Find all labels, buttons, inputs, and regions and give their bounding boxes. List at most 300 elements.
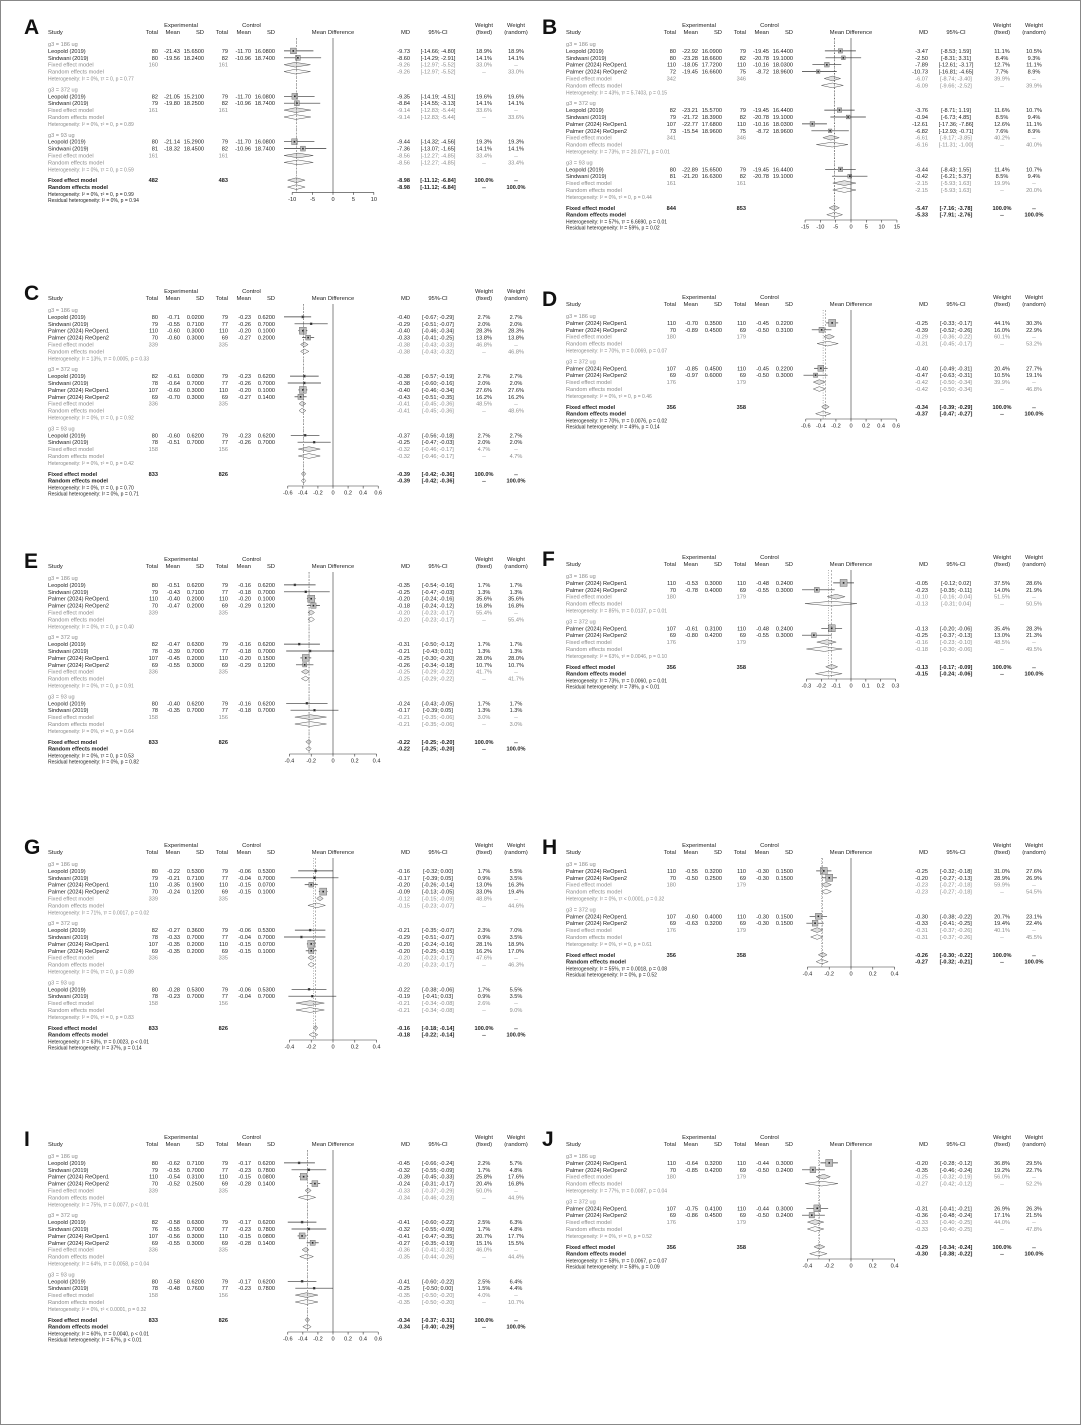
md-value: -9.14 bbox=[397, 115, 410, 121]
ctrl-sd: 0.1400 bbox=[257, 1240, 275, 1247]
exp-total: 70 bbox=[151, 889, 158, 896]
md-value: -0.23 bbox=[915, 889, 928, 896]
md-value: -0.10 bbox=[915, 594, 928, 601]
weight-random: -- bbox=[514, 62, 518, 69]
md-value: -3.47 bbox=[915, 48, 928, 55]
ctrl-mean: -0.30 bbox=[756, 914, 769, 921]
study-name: Palmer (2024) ReOpen2 bbox=[566, 327, 627, 334]
header-control: Control bbox=[242, 1135, 261, 1141]
weight-random: 11.1% bbox=[1026, 121, 1042, 128]
ctrl-total: 358 bbox=[736, 1244, 746, 1251]
weight-random: 100.0% bbox=[506, 1324, 526, 1331]
random-diamond bbox=[301, 349, 309, 354]
exp-sd: 0.7000 bbox=[186, 994, 204, 1001]
weight-random: 26.9% bbox=[1026, 875, 1042, 882]
panel-letter: B bbox=[542, 18, 558, 39]
study-name: Sindwani (2019) bbox=[48, 146, 89, 153]
subgroup-label: g3 = 93 ug bbox=[48, 694, 75, 701]
ctrl-total: 358 bbox=[736, 664, 746, 671]
header-experimental: Experimental bbox=[682, 555, 716, 561]
ctrl-sd: 16.4400 bbox=[772, 48, 793, 55]
md-value: -0.37 bbox=[397, 433, 410, 440]
overall-heterogeneity: Heterogeneity: I² = 58%, τ² = 0.0067, p = 0.07 bbox=[566, 1258, 668, 1265]
header-study: Study bbox=[566, 850, 581, 856]
weight-fixed: 40.1% bbox=[994, 928, 1010, 935]
x-tick-label: 0.4 bbox=[372, 1044, 381, 1051]
header-study: Study bbox=[566, 1142, 581, 1148]
ctrl-mean: -0.17 bbox=[238, 1279, 251, 1286]
ctrl-sd: 0.6200 bbox=[257, 1220, 275, 1227]
weight-fixed: 35.6% bbox=[476, 596, 492, 603]
x-tick-label: 0.6 bbox=[374, 1336, 383, 1343]
header-random: (random) bbox=[1022, 302, 1046, 308]
exp-mean: -0.35 bbox=[167, 941, 180, 948]
weight-fixed: 1.7% bbox=[477, 868, 491, 875]
ci-value: [-0.33; -0.17] bbox=[940, 320, 972, 327]
weight-fixed: 46.8% bbox=[476, 342, 492, 349]
ci-value: [-0.29; -0.22] bbox=[422, 669, 454, 676]
random-diamond bbox=[298, 1195, 315, 1200]
weight-random: 100.0% bbox=[506, 746, 526, 753]
ctrl-total: 77 bbox=[221, 994, 228, 1001]
md-value: -7.36 bbox=[397, 146, 410, 153]
exp-sd: 18.4500 bbox=[183, 146, 204, 153]
header-fixed: (fixed) bbox=[475, 564, 493, 570]
subgroup-heterogeneity: Heterogeneity: I² = 0%, τ² = 0, p = 0.89 bbox=[48, 969, 134, 976]
ctrl-mean: -0.04 bbox=[238, 935, 251, 941]
ctrl-mean: -0.23 bbox=[238, 314, 251, 321]
x-tick-label: -5 bbox=[310, 196, 316, 203]
header-sd: SD bbox=[266, 30, 275, 36]
ci-value: [-0.18; -0.14] bbox=[421, 1025, 455, 1032]
weight-random: 100.0% bbox=[1024, 671, 1044, 678]
point-estimate bbox=[831, 322, 833, 324]
header-mean-difference: Mean Difference bbox=[311, 564, 355, 570]
weight-fixed: 2.5% bbox=[477, 1279, 491, 1286]
ci-value: [-11.12; -6.84] bbox=[420, 178, 456, 185]
point-estimate bbox=[309, 650, 311, 652]
overall-heterogeneity: Residual heterogeneity: I² = 58%, p = 0.09 bbox=[566, 1264, 660, 1271]
weight-random: 9.0% bbox=[509, 1008, 523, 1014]
ci-value: [-6.73; 4.85] bbox=[941, 115, 971, 121]
x-tick-label: -0.4 bbox=[816, 423, 826, 430]
weight-fixed: 4.0% bbox=[477, 1293, 491, 1300]
header-weight-fixed: Weight bbox=[475, 557, 493, 563]
weight-fixed: -- bbox=[1000, 1181, 1004, 1188]
weight-random: -- bbox=[1032, 640, 1036, 647]
point-estimate bbox=[828, 877, 830, 879]
header-control: Control bbox=[760, 1135, 779, 1141]
md-value: -0.09 bbox=[397, 889, 410, 896]
weight-random: 19.6% bbox=[508, 94, 524, 101]
exp-total: 80 bbox=[151, 433, 158, 440]
weight-random: -- bbox=[1032, 594, 1036, 601]
ctrl-total: 69 bbox=[739, 875, 746, 882]
point-estimate bbox=[820, 368, 822, 370]
md-value: -0.35 bbox=[397, 1300, 410, 1306]
ctrl-total: 179 bbox=[736, 928, 746, 935]
weight-fixed: -- bbox=[482, 454, 486, 460]
md-value: -3.76 bbox=[915, 108, 928, 115]
ctrl-sd: 0.0700 bbox=[257, 882, 275, 889]
weight-random: 47.8% bbox=[1026, 1227, 1042, 1233]
header-sd: SD bbox=[266, 1142, 275, 1148]
weight-random: 1.3% bbox=[509, 589, 523, 596]
ctrl-mean: -0.44 bbox=[756, 1160, 769, 1167]
exp-total: 356 bbox=[666, 404, 676, 411]
md-value: -0.36 bbox=[915, 1213, 928, 1220]
md-value: -0.40 bbox=[915, 366, 928, 373]
header-random: (random) bbox=[1022, 1142, 1046, 1148]
weight-random: 46.3% bbox=[508, 962, 524, 969]
ci-value: [-5.93; 1.63] bbox=[941, 188, 971, 194]
ctrl-sd: 0.5300 bbox=[257, 987, 275, 994]
ctrl-sd: 0.7000 bbox=[257, 649, 275, 655]
overall-heterogeneity: Residual heterogeneity: I² = 78%, p < 0.01 bbox=[566, 684, 660, 691]
header-experimental: Experimental bbox=[164, 1135, 198, 1141]
x-tick-label: 0.2 bbox=[876, 683, 885, 690]
exp-mean: -0.78 bbox=[685, 587, 698, 594]
random-effects-label: Random effects model bbox=[48, 185, 108, 192]
exp-total: 336 bbox=[148, 1247, 158, 1254]
ctrl-sd: 0.7800 bbox=[257, 1286, 275, 1293]
exp-total: 110 bbox=[667, 62, 676, 69]
header-mean-difference: Mean Difference bbox=[829, 302, 873, 308]
weight-random: 100.0% bbox=[1024, 1251, 1044, 1258]
md-value: -10.73 bbox=[912, 69, 928, 76]
ci-value: [-0.47; -0.03] bbox=[422, 589, 454, 596]
weight-fixed: 2.7% bbox=[477, 374, 491, 381]
forest-panel-i bbox=[22, 1130, 536, 1410]
md-value: -2.15 bbox=[915, 188, 928, 194]
exp-total: 80 bbox=[151, 987, 158, 994]
x-tick-label: -0.6 bbox=[282, 1336, 293, 1343]
weight-fixed: 100.0% bbox=[992, 664, 1012, 671]
exp-total: 78 bbox=[151, 1286, 158, 1293]
exp-total: 336 bbox=[148, 401, 158, 408]
random-effects-label: Random effects model bbox=[566, 671, 626, 678]
ci-value: [-0.22; -0.14] bbox=[421, 1032, 455, 1039]
fixed-effect-label: Fixed effect model bbox=[48, 1293, 94, 1300]
random-effects-label: Random effects model bbox=[566, 889, 622, 896]
ctrl-total: 79 bbox=[221, 1279, 228, 1286]
header-fixed: (fixed) bbox=[993, 1142, 1011, 1148]
exp-sd: 0.3000 bbox=[186, 662, 204, 669]
weight-random: 41.7% bbox=[508, 676, 524, 683]
ctrl-sd: 0.7000 bbox=[257, 994, 275, 1001]
ci-value: [-0.47; -0.35] bbox=[422, 1233, 454, 1240]
fixed-effect-label: Fixed effect model bbox=[566, 380, 612, 387]
md-value: -0.33 bbox=[915, 1227, 928, 1233]
fixed-effect-label: Fixed effect model bbox=[48, 1247, 94, 1254]
fixed-diamond bbox=[284, 62, 310, 67]
ctrl-total: 69 bbox=[221, 889, 228, 896]
ctrl-mean: -19.45 bbox=[753, 167, 769, 174]
weight-random: 14.1% bbox=[508, 55, 524, 62]
ctrl-sd: 0.1000 bbox=[257, 328, 275, 335]
weight-random: -- bbox=[1032, 135, 1036, 142]
ctrl-mean: -11.70 bbox=[235, 139, 251, 146]
header-mean: Mean bbox=[683, 1142, 698, 1148]
weight-fixed: 10.5% bbox=[994, 373, 1010, 380]
fixed-effect-label: Fixed effect model bbox=[566, 1244, 616, 1251]
point-estimate bbox=[310, 598, 312, 600]
fixed-effect-label: Fixed effect model bbox=[48, 610, 94, 617]
ci-value: [-0.36; -0.22] bbox=[940, 334, 972, 341]
study-name: Sindwani (2019) bbox=[48, 381, 89, 387]
exp-mean: -15.54 bbox=[682, 128, 698, 135]
weight-random: 10.5% bbox=[1026, 48, 1042, 55]
md-value: -0.33 bbox=[397, 1188, 410, 1195]
ctrl-sd: 0.7000 bbox=[257, 708, 275, 715]
ctrl-sd: 0.7000 bbox=[257, 321, 275, 328]
exp-total: 70 bbox=[669, 587, 676, 594]
subgroup-label: g3 = 93 ug bbox=[48, 980, 75, 987]
weight-random: 1.3% bbox=[509, 708, 523, 715]
exp-total: 161 bbox=[148, 108, 158, 115]
weight-fixed: 20.7% bbox=[994, 914, 1010, 921]
ctrl-sd: 0.6200 bbox=[257, 642, 275, 649]
md-value: -0.42 bbox=[915, 387, 928, 393]
subgroup-heterogeneity: Heterogeneity: I² = 0%, τ² = 0, p = 0.42 bbox=[48, 460, 134, 467]
exp-mean: -0.85 bbox=[685, 1167, 698, 1174]
exp-total: 107 bbox=[666, 1206, 676, 1213]
ci-value: [-0.32; -0.19] bbox=[940, 1174, 972, 1181]
weight-fixed: 31.0% bbox=[994, 868, 1010, 875]
exp-sd: 15.2100 bbox=[183, 94, 204, 101]
weight-fixed: 16.8% bbox=[476, 603, 492, 610]
header-mean: Mean bbox=[754, 30, 769, 36]
weight-random: 33.4% bbox=[508, 160, 524, 167]
ctrl-mean: -11.70 bbox=[235, 94, 251, 101]
subgroup-label: g3 = 93 ug bbox=[48, 426, 75, 433]
md-value: -0.47 bbox=[915, 373, 928, 380]
md-value: -0.17 bbox=[397, 875, 410, 882]
ctrl-total: 69 bbox=[221, 335, 228, 342]
ci-value: [-0.17; -0.09] bbox=[939, 664, 973, 671]
weight-random: 5.7% bbox=[509, 1160, 523, 1167]
overall-heterogeneity: Heterogeneity: I² = 0%, τ² = 0, p = 0.70 bbox=[48, 485, 134, 492]
weight-random: -- bbox=[514, 610, 518, 617]
study-name: Palmer (2024) ReOpen1 bbox=[566, 914, 627, 921]
study-name: Sindwani (2019) bbox=[48, 935, 89, 941]
ctrl-sd: 18.9600 bbox=[772, 69, 793, 76]
md-value: -0.40 bbox=[397, 328, 410, 335]
header-md: MD bbox=[918, 1142, 928, 1148]
weight-random: 4.8% bbox=[509, 1167, 523, 1174]
exp-sd: 0.2000 bbox=[186, 596, 204, 603]
random-diamond bbox=[816, 959, 828, 964]
ctrl-total: 346 bbox=[736, 76, 746, 83]
weight-random: -- bbox=[1032, 882, 1036, 889]
md-value: -0.38 bbox=[397, 342, 410, 349]
forest-plot-svg bbox=[540, 1130, 1060, 1342]
header-sd: SD bbox=[784, 850, 793, 856]
header-experimental: Experimental bbox=[682, 23, 716, 29]
weight-random: 19.1% bbox=[1026, 373, 1042, 380]
x-tick-label: 0 bbox=[331, 1336, 335, 1343]
exp-total: 70 bbox=[669, 875, 676, 882]
weight-fixed: 10.7% bbox=[476, 662, 492, 669]
exp-sd: 0.1200 bbox=[186, 889, 204, 896]
md-value: -0.15 bbox=[397, 903, 410, 910]
ctrl-sd: 18.7400 bbox=[254, 146, 275, 153]
md-value: -0.13 bbox=[915, 664, 928, 671]
ctrl-total: 156 bbox=[218, 1293, 228, 1300]
ci-value: [-0.41; -0.21] bbox=[940, 1206, 972, 1213]
ctrl-total: 335 bbox=[218, 610, 228, 617]
md-value: -0.42 bbox=[915, 174, 928, 181]
point-estimate bbox=[297, 57, 299, 59]
exp-total: 79 bbox=[669, 115, 676, 121]
weight-random: 6.3% bbox=[509, 1220, 523, 1227]
weight-random: 29.5% bbox=[1026, 1160, 1042, 1167]
ctrl-total: 69 bbox=[739, 587, 746, 594]
overall-heterogeneity: Heterogeneity: I² = 57%, τ² = 6.6690, p = 0.01 bbox=[566, 219, 668, 226]
weight-fixed: -- bbox=[1000, 212, 1004, 219]
weight-random: 21.5% bbox=[1026, 1213, 1042, 1220]
subgroup-heterogeneity: Heterogeneity: I² = 85%, τ² = 0.0137, p = 0.01 bbox=[566, 608, 668, 615]
ci-value: [-0.50; -0.12] bbox=[422, 642, 454, 649]
weight-fixed: -- bbox=[482, 69, 486, 76]
weight-fixed: 19.6% bbox=[476, 94, 492, 101]
md-value: -0.21 bbox=[397, 715, 410, 722]
weight-fixed: 100.0% bbox=[992, 205, 1012, 212]
weight-fixed: 13.0% bbox=[476, 882, 492, 889]
exp-mean: -0.62 bbox=[167, 1160, 180, 1167]
subgroup-heterogeneity: Heterogeneity: I² = 0%, τ² = 0, p = 0.52 bbox=[566, 1233, 652, 1240]
subgroup-heterogeneity: Heterogeneity: I² = 0%, τ² = 0, p = 0.91 bbox=[48, 683, 134, 690]
ctrl-total: 161 bbox=[218, 62, 228, 69]
ctrl-sd: 18.7400 bbox=[254, 101, 275, 108]
ci-value: [-0.37; -0.29] bbox=[422, 1188, 454, 1195]
ctrl-mean: -0.30 bbox=[756, 868, 769, 875]
ci-value: [-8.74; -3.40] bbox=[940, 76, 972, 83]
exp-sd: 0.5300 bbox=[186, 987, 204, 994]
ctrl-total: 79 bbox=[739, 167, 746, 174]
header-control: Control bbox=[242, 557, 261, 563]
header-fixed: (fixed) bbox=[993, 562, 1011, 568]
header-study: Study bbox=[48, 564, 63, 570]
ctrl-total: 77 bbox=[221, 321, 228, 328]
ctrl-sd: 0.6200 bbox=[257, 1279, 275, 1286]
subgroup-label: g3 = 186 ug bbox=[48, 1154, 78, 1160]
header-study: Study bbox=[566, 302, 581, 308]
ci-value: [-0.63; -0.31] bbox=[940, 373, 972, 380]
study-name: Leopold (2019) bbox=[48, 1160, 86, 1167]
x-tick-label: -0.2 bbox=[313, 490, 323, 497]
fixed-diamond bbox=[817, 640, 836, 645]
ctrl-mean: -0.18 bbox=[238, 708, 251, 715]
ctrl-mean: -0.48 bbox=[756, 626, 769, 633]
ctrl-total: 79 bbox=[221, 433, 228, 440]
weight-random: 35.6% bbox=[508, 596, 524, 603]
point-estimate bbox=[817, 71, 819, 73]
exp-mean: -0.21 bbox=[167, 875, 180, 882]
exp-sd: 0.7100 bbox=[186, 321, 204, 328]
random-effects-label: Random effects model bbox=[566, 647, 622, 653]
weight-fixed: 47.6% bbox=[476, 955, 492, 962]
exp-mean: -0.43 bbox=[167, 589, 180, 596]
weight-fixed: -- bbox=[1000, 142, 1004, 149]
ci-value: [-7.91; -2.76] bbox=[939, 212, 973, 219]
weight-fixed: 0.9% bbox=[477, 875, 491, 882]
weight-random: 10.7% bbox=[1026, 167, 1042, 174]
weight-random: 40.0% bbox=[1026, 142, 1042, 149]
header-ci: 95%-CI bbox=[428, 296, 448, 302]
header-total: Total bbox=[215, 296, 228, 302]
ctrl-sd: 0.2400 bbox=[775, 580, 793, 587]
ctrl-sd: 0.6200 bbox=[257, 433, 275, 440]
point-estimate bbox=[298, 1162, 300, 1164]
header-experimental: Experimental bbox=[682, 843, 716, 849]
study-name: Sindwani (2019) bbox=[566, 174, 607, 181]
ctrl-mean: -10.96 bbox=[235, 55, 251, 62]
md-value: -0.21 bbox=[397, 722, 410, 728]
weight-random: -- bbox=[514, 1001, 518, 1008]
exp-total: 161 bbox=[666, 181, 676, 188]
exp-mean: -18.32 bbox=[164, 146, 180, 153]
exp-total: 72 bbox=[669, 69, 676, 76]
weight-fixed: 44.1% bbox=[994, 320, 1010, 327]
weight-random: -- bbox=[514, 669, 518, 676]
header-control: Control bbox=[242, 23, 261, 29]
x-tick-label: -0.4 bbox=[284, 1044, 295, 1051]
ctrl-mean: -20.78 bbox=[753, 55, 769, 62]
weight-random: -- bbox=[1032, 1220, 1036, 1227]
ci-value: [-0.55; -0.09] bbox=[422, 1227, 454, 1233]
weight-random: 22.4% bbox=[1026, 921, 1042, 928]
weight-random: 16.2% bbox=[508, 394, 524, 401]
weight-random: 20.0% bbox=[1026, 188, 1042, 194]
weight-random: 2.7% bbox=[509, 374, 523, 381]
exp-sd: 0.2000 bbox=[186, 948, 204, 955]
subgroup-heterogeneity: Heterogeneity: I² = 70%, τ² = 0.0069, p = 0.07 bbox=[566, 348, 668, 355]
header-mean: Mean bbox=[683, 562, 698, 568]
ci-value: [-16.81; -4.65] bbox=[938, 69, 974, 76]
random-effects-label: Random effects model bbox=[48, 1195, 104, 1202]
study-name: Leopold (2019) bbox=[48, 94, 86, 101]
fixed-effect-label: Fixed effect model bbox=[566, 135, 612, 142]
header-total: Total bbox=[733, 30, 746, 36]
ctrl-mean: -11.70 bbox=[235, 48, 251, 55]
overall-heterogeneity: Residual heterogeneity: I² = 59%, p = 0.02 bbox=[566, 225, 660, 232]
subgroup-label: g3 = 372 ug bbox=[48, 367, 78, 374]
ctrl-total: 335 bbox=[218, 1247, 228, 1254]
weight-random: -- bbox=[514, 342, 518, 349]
ci-value: [-0.46; -0.23] bbox=[422, 1195, 454, 1202]
forest-plot-svg bbox=[22, 284, 536, 546]
ci-value: [-0.41; -0.32] bbox=[422, 1247, 454, 1254]
ctrl-sd: 0.3000 bbox=[775, 633, 793, 640]
point-estimate bbox=[313, 441, 315, 443]
study-name: Palmer (2024) ReOpen2 bbox=[566, 921, 627, 928]
header-sd: SD bbox=[713, 850, 722, 856]
ci-value: [-0.40; -0.25] bbox=[940, 1220, 972, 1227]
point-estimate bbox=[298, 643, 300, 645]
weight-random: -- bbox=[1032, 952, 1036, 959]
weight-random: 4.4% bbox=[509, 1286, 523, 1293]
point-estimate bbox=[314, 709, 316, 711]
ci-value: [-0.46; -0.34] bbox=[422, 328, 454, 335]
md-value: -3.44 bbox=[915, 167, 928, 174]
ctrl-mean: -0.55 bbox=[756, 587, 769, 594]
weight-fixed: 37.5% bbox=[994, 580, 1010, 587]
random-effects-label: Random effects model bbox=[566, 935, 622, 941]
exp-sd: 0.4100 bbox=[704, 1206, 722, 1213]
ctrl-total: 79 bbox=[221, 987, 228, 994]
ctrl-mean: -0.06 bbox=[238, 868, 251, 875]
